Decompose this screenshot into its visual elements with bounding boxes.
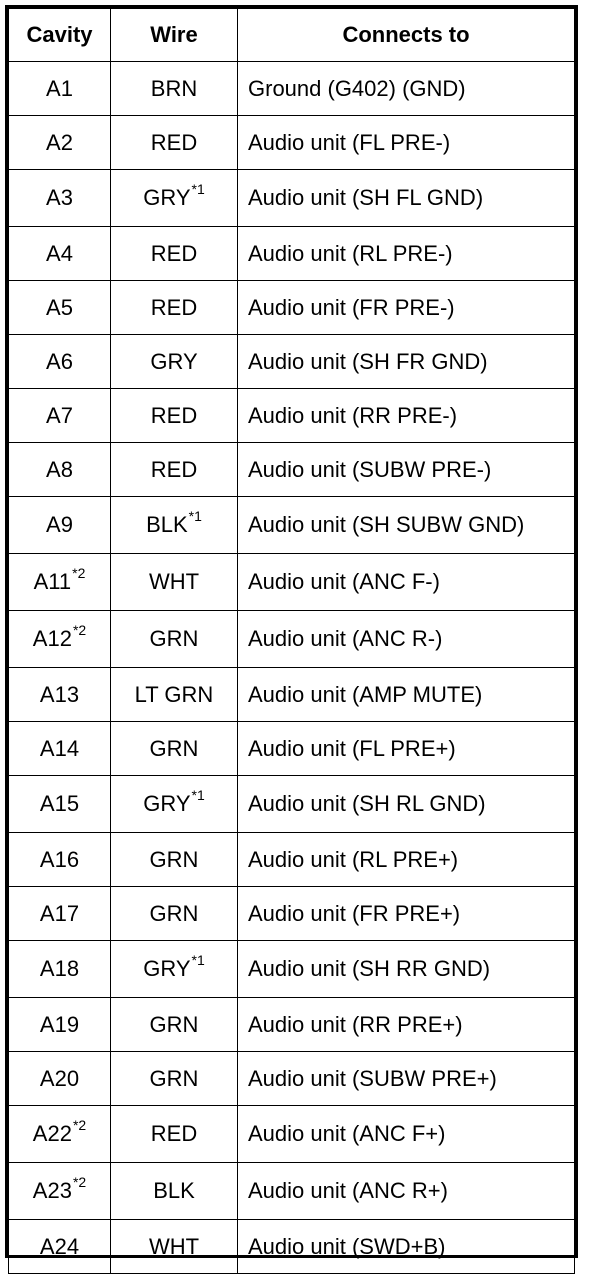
table-header-row [9,9,575,62]
table-row [9,611,575,668]
wire-color-value: RED [150,240,198,266]
connects-to-cell: Audio unit (FR PRE+) [238,887,575,941]
wire-cell [111,668,238,722]
connects-to-cell: Audio unit (ANC R+) [238,1163,575,1220]
cavity-cell [9,887,111,941]
cavity-value: A11 [33,569,72,594]
connects-to-cell: Audio unit (SH SUBW GND) [238,497,575,554]
wire-color-value: GRN [149,735,199,761]
wire-color-value: GRY [143,791,191,816]
cavity-footnote-marker: *2 [72,1116,87,1133]
wire-cell [111,170,238,227]
cavity-cell [9,170,111,227]
wire-cell [111,611,238,668]
wire-color-value: GRN [149,626,199,651]
wire-cell [111,1052,238,1106]
cavity-value: A12 [32,626,72,651]
wire-cell [111,281,238,335]
wire-color-value: RED [150,456,198,482]
table-row [9,497,575,554]
table-row [9,998,575,1052]
connects-to-cell: Audio unit (SH RR GND) [238,941,575,998]
wire-color-value: GRN [149,900,199,926]
wire-color-value: LT GRN [134,681,214,707]
cavity-value: A1 [46,75,73,101]
table-row [9,1163,575,1220]
table-row [9,443,575,497]
wire-color-value: BLK [153,1178,195,1203]
wire-cell [111,443,238,497]
table-row [9,833,575,887]
wire-cell [111,116,238,170]
cavity-value: A8 [46,456,73,482]
connects-to-cell: Ground (G402) (GND) [238,62,575,116]
wire-color-value: GRY [143,185,191,210]
wire-color-value: RED [150,294,198,320]
table-row [9,335,575,389]
cavity-footnote-marker: *2 [72,564,86,581]
pinout-table [8,8,575,1274]
cavity-value: A5 [46,294,73,320]
cavity-cell [9,62,111,116]
table-row [9,116,575,170]
table-row [9,62,575,116]
cavity-cell [9,281,111,335]
wire-cell [111,554,238,611]
wire-cell [111,887,238,941]
cavity-value: A23 [32,1178,72,1203]
wire-color-value: GRN [149,1011,199,1037]
cavity-value: A20 [39,1065,80,1091]
cavity-value: A15 [39,791,80,816]
cavity-cell [9,1106,111,1163]
table-body [9,62,575,1274]
wire-cell [111,389,238,443]
connects-to-cell: Audio unit (SWD+B) [238,1220,575,1274]
wire-cell [111,998,238,1052]
cavity-cell [9,1163,111,1220]
wire-color-value: BRN [150,75,198,101]
cavity-cell [9,1220,111,1274]
table-row [9,941,575,998]
cavity-cell [9,776,111,833]
cavity-value: A24 [39,1233,80,1259]
cavity-value: A13 [39,681,80,707]
wire-color-value: RED [150,402,198,428]
connects-to-cell: Audio unit (RR PRE-) [238,389,575,443]
cavity-cell [9,443,111,497]
header-cavity: Cavity [9,9,111,62]
cavity-footnote-marker: *2 [72,1173,87,1190]
cavity-cell [9,554,111,611]
connects-to-cell: Audio unit (SH RL GND) [238,776,575,833]
connects-to-cell: Audio unit (ANC F-) [238,554,575,611]
connects-to-cell: Audio unit (AMP MUTE) [238,668,575,722]
table-row [9,281,575,335]
wire-footnote-marker: *1 [191,180,205,197]
cavity-value: A2 [46,129,73,155]
wire-cell [111,776,238,833]
cavity-cell [9,227,111,281]
wire-cell [111,497,238,554]
wire-color-value: RED [150,129,198,155]
table-row [9,227,575,281]
connects-to-cell: Audio unit (FL PRE+) [238,722,575,776]
wire-footnote-marker: *1 [191,786,205,803]
cavity-value: A17 [39,900,80,926]
cavity-cell [9,1052,111,1106]
table-row [9,668,575,722]
connects-to-cell: Audio unit (SH FL GND) [238,170,575,227]
connects-to-cell: Audio unit (SUBW PRE+) [238,1052,575,1106]
cavity-value: A18 [39,956,80,981]
cavity-value: A14 [39,735,80,761]
connects-to-cell: Audio unit (SUBW PRE-) [238,443,575,497]
connects-to-cell: Audio unit (FR PRE-) [238,281,575,335]
wire-cell [111,722,238,776]
connects-to-cell: Audio unit (ANC F+) [238,1106,575,1163]
table-row [9,1106,575,1163]
cavity-cell [9,668,111,722]
cavity-cell [9,611,111,668]
cavity-value: A16 [39,846,80,872]
table-row [9,887,575,941]
cavity-cell [9,998,111,1052]
table-row [9,1220,575,1274]
wire-cell [111,227,238,281]
table-row [9,1052,575,1106]
connects-to-cell: Audio unit (RL PRE+) [238,833,575,887]
cavity-value: A19 [39,1011,80,1037]
cavity-cell [9,116,111,170]
cavity-footnote-marker: *2 [72,621,87,638]
wire-color-value: RED [150,1121,198,1146]
cavity-value: A4 [46,240,73,266]
wire-color-value: GRN [149,846,199,872]
cavity-value: A3 [46,185,73,210]
connects-to-cell: Audio unit (RR PRE+) [238,998,575,1052]
wire-cell [111,1220,238,1274]
wire-cell [111,62,238,116]
table-row [9,170,575,227]
table-row [9,722,575,776]
cavity-cell [9,389,111,443]
cavity-cell [9,722,111,776]
connects-to-cell: Audio unit (ANC R-) [238,611,575,668]
wire-footnote-marker: *1 [188,507,202,524]
wire-cell [111,1106,238,1163]
wire-cell [111,833,238,887]
cavity-value: A6 [46,348,73,374]
wire-cell [111,1163,238,1220]
wire-cell [111,335,238,389]
wire-color-value: GRN [149,1065,199,1091]
wire-color-value: BLK [146,512,188,537]
wire-footnote-marker: *1 [191,951,205,968]
connector-pinout-table [5,5,578,1258]
wire-color-value: GRY [143,956,191,981]
wire-cell [111,941,238,998]
connects-to-cell: Audio unit (FL PRE-) [238,116,575,170]
table-row [9,554,575,611]
cavity-value: A9 [46,512,73,537]
table-row [9,776,575,833]
table-row [9,389,575,443]
wire-color-value: WHT [148,1233,200,1259]
cavity-cell [9,335,111,389]
wire-color-value: WHT [148,569,200,594]
header-wire: Wire [111,9,238,62]
connects-to-cell: Audio unit (RL PRE-) [238,227,575,281]
cavity-value: A22 [32,1121,72,1146]
wire-color-value: GRY [150,348,198,374]
connects-to-cell: Audio unit (SH FR GND) [238,335,575,389]
header-connects-to: Connects to [238,9,575,62]
cavity-cell [9,497,111,554]
cavity-value: A7 [46,402,73,428]
cavity-cell [9,833,111,887]
cavity-cell [9,941,111,998]
